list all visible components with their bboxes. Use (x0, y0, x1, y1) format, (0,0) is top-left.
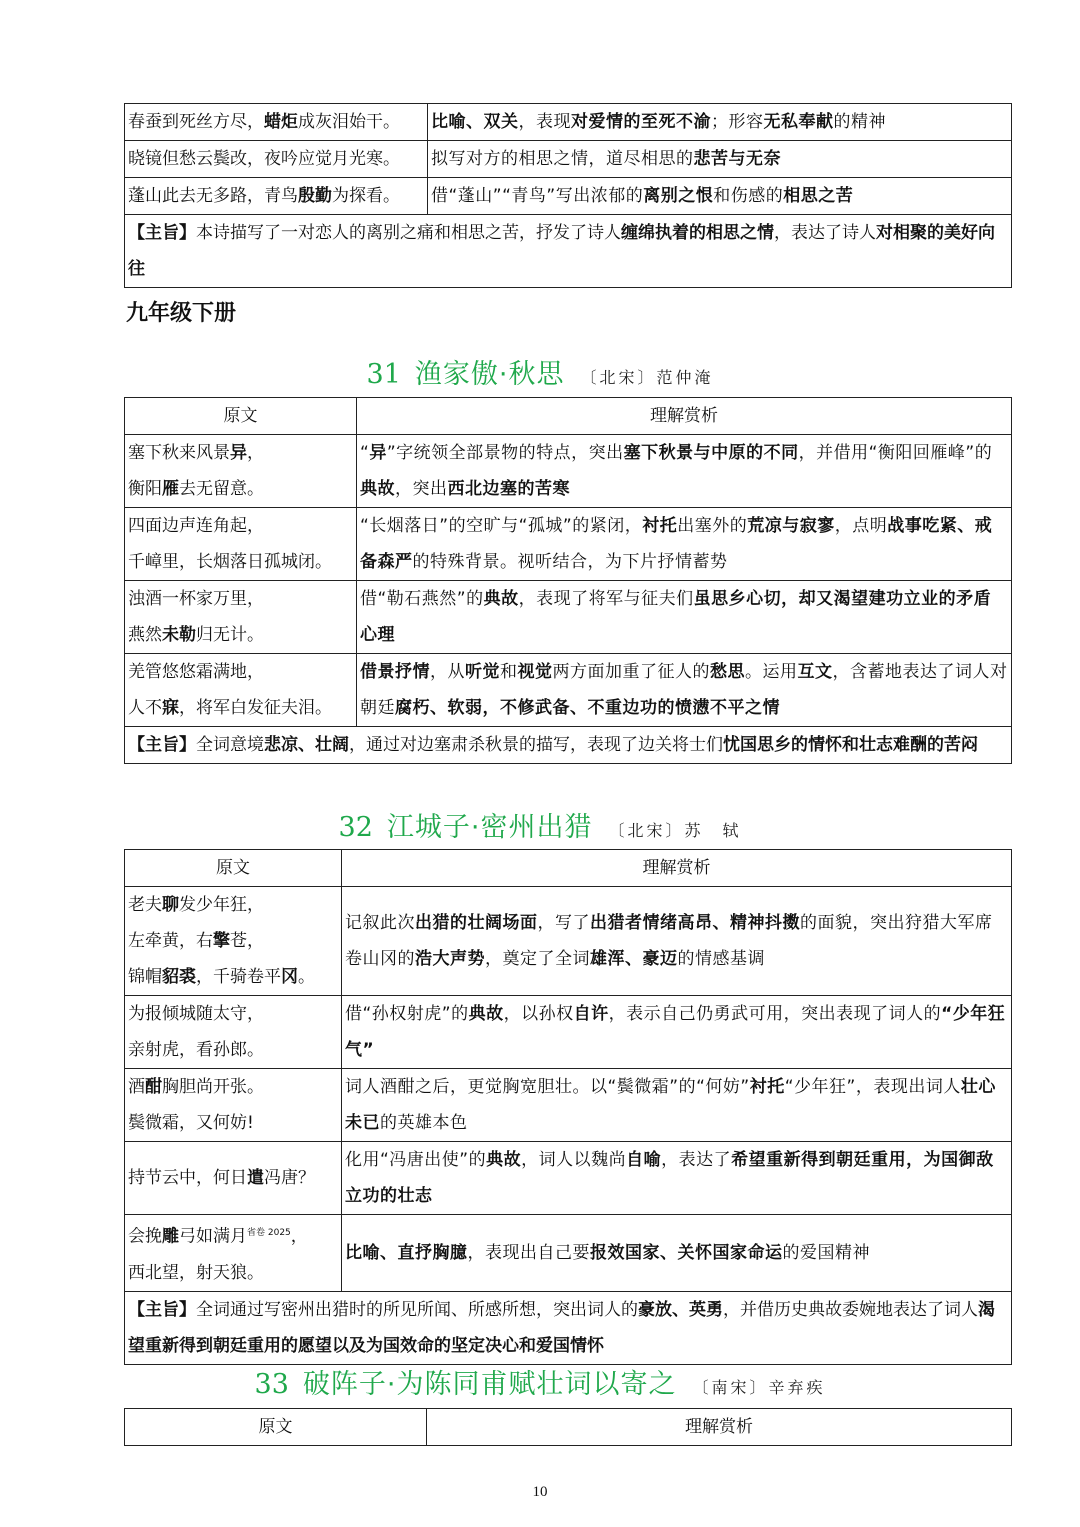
theme-cell (125, 215, 1012, 288)
text: 的特殊背景。视听结合，为下片抒情蓄势 (412, 552, 728, 572)
bold-text: 擎 (213, 931, 230, 951)
verse-line (128, 1215, 338, 1255)
theme-row (125, 215, 1012, 288)
bold-text: 聊 (162, 895, 179, 915)
table-row (125, 104, 1012, 141)
bold-text: 愁思 (710, 662, 745, 682)
table-row (125, 141, 1012, 178)
exam-note: 省卷 2025 (247, 1228, 291, 1238)
text: 词人酒酣之后，更觉胸宽胆壮。以“鬓微霜”的“何妨” (345, 1077, 750, 1097)
text: 。 (298, 967, 315, 987)
analysis-cell (357, 508, 1012, 581)
verse-line (128, 617, 353, 653)
analysis-cell (428, 141, 1012, 178)
header-analysis: 理解赏析 (427, 1409, 1012, 1446)
bold-text: 离别之恨 (643, 186, 714, 206)
bold-text: 异 (230, 443, 247, 463)
header-analysis: 理解赏析 (357, 398, 1012, 435)
text: 燕然 (128, 625, 162, 645)
poem-table-31 (124, 397, 1012, 764)
bold-text: 悲凉、壮阔 (264, 735, 349, 755)
bold-text: 【主旨】 (128, 735, 196, 755)
table-row (125, 435, 1012, 508)
verse-line (128, 1105, 338, 1141)
theme-cell (125, 727, 1012, 764)
text: ，表现 (518, 112, 571, 132)
verse-line (128, 654, 353, 690)
text: ，突出 (395, 479, 448, 499)
text: 羌管悠悠霜满地， (128, 662, 264, 682)
header-original: 原文 (125, 1409, 427, 1446)
text: 冯唐？ (264, 1168, 315, 1188)
text: 塞下秋来风景 (128, 443, 230, 463)
table-row (125, 508, 1012, 581)
bold-text: 对相聚的美好向往 (128, 223, 995, 279)
bold-text: 浩大声势 (415, 949, 485, 969)
text: ，通过对边塞肃杀秋景的描写，表现了边关将士们 (349, 735, 723, 755)
text: 人不 (128, 698, 162, 718)
bold-text: 听觉 (465, 662, 500, 682)
prev-poem-table (124, 103, 1012, 288)
table-row (125, 654, 1012, 727)
poem-name: 江城子·密州出猎 (386, 812, 593, 843)
table-row (125, 178, 1012, 215)
bold-text: 衬托 (749, 1077, 785, 1097)
bold-text: 视觉 (517, 662, 553, 682)
theme-row (125, 727, 1012, 764)
bold-text: 冈 (281, 967, 298, 987)
text: ，奠定了全词 (485, 949, 590, 969)
text: ，并借历史典故委婉地表达了词人 (723, 1299, 978, 1320)
bold-text: 雕 (162, 1226, 179, 1247)
text: ，以孙权 (503, 1004, 574, 1024)
header-original: 原文 (125, 398, 357, 435)
text: “少年狂”，表现出词人 (784, 1077, 961, 1097)
verse-line (128, 887, 338, 923)
original-cell (125, 508, 357, 581)
text: 蓬山此去无多路，青鸟 (128, 186, 298, 206)
bold-text: 未勒 (162, 625, 196, 645)
analysis-cell (357, 581, 1012, 654)
poem-table-32 (124, 849, 1012, 1365)
original-cell (125, 435, 357, 508)
poem-title-31 (0, 352, 1080, 391)
text: 鬓微霜，又何妨! (128, 1113, 254, 1133)
verse-line (128, 959, 338, 995)
text: 本诗描写了一对恋人的离别之痛和相思之苦，抒发了诗人 (196, 223, 621, 243)
text: 去无留意。 (179, 479, 264, 499)
text: 四面边声连角起， (128, 516, 264, 536)
text: ，点明 (834, 516, 888, 536)
bold-text: 豪放、英勇 (638, 1299, 723, 1320)
text: 发少年狂， (179, 895, 264, 915)
bold-text: 典故 (360, 479, 395, 499)
bold-text: 相思之苦 (783, 186, 854, 206)
text: ，写了 (537, 913, 590, 933)
analysis-cell (428, 104, 1012, 141)
bold-text: 自喻 (626, 1150, 662, 1170)
text: 的情感基调 (677, 949, 765, 969)
bold-text: 塞下秋景与中原的不同 (623, 443, 799, 463)
original-cell (125, 1142, 342, 1215)
analysis-cell (342, 1142, 1012, 1215)
original-cell (125, 104, 428, 141)
analysis-cell (357, 435, 1012, 508)
text: 持节云中，何日 (128, 1168, 247, 1188)
table-row (125, 1069, 1012, 1142)
text: 酒 (128, 1077, 145, 1097)
text: 全词意境 (196, 735, 264, 755)
text: 锦帽 (128, 967, 162, 987)
text: 化用“冯唐出使”的 (345, 1150, 487, 1170)
text: 归无计。 (196, 625, 264, 645)
bold-text: 荒凉与寂寥 (747, 516, 835, 536)
text: 西北望，射天狼。 (128, 1262, 264, 1283)
text: 左牵黄，右 (128, 931, 213, 951)
text: ，千骑卷平 (196, 967, 281, 987)
bold-text: 西北边塞的苦寒 (447, 479, 570, 499)
bold-text: 殷勤 (298, 186, 332, 206)
poem-author: 〔南宋〕辛弃疾 (692, 1378, 826, 1397)
analysis-cell (342, 1069, 1012, 1142)
text: 成灰泪始干。 (298, 112, 400, 132)
poem-number: 31 (366, 359, 401, 390)
analysis-cell (342, 1215, 1012, 1292)
analysis-cell (357, 654, 1012, 727)
text: ，表现出自己要 (467, 1242, 590, 1263)
text: ，含蓄地表达了词人对朝廷 (360, 662, 1008, 718)
bold-text: 【主旨】 (128, 1299, 196, 1320)
text: 胸胆尚开张。 (162, 1077, 264, 1097)
verse-line (128, 1032, 338, 1068)
header-original: 原文 (125, 850, 342, 887)
bold-text: 出猎者情绪高昂、精神抖擞 (590, 913, 800, 933)
text: ， (290, 1226, 308, 1247)
bold-text: 悲苦与无奈 (693, 149, 781, 169)
analysis-cell (342, 996, 1012, 1069)
bold-text: 战事吃紧、戒备森严 (360, 516, 993, 572)
bold-text: 遣 (247, 1168, 264, 1188)
text: 拟写对方的相思之情，道尽相思的 (431, 149, 694, 169)
bold-text: 希望重新得到朝廷重用，为国御敌立功的壮志 (345, 1150, 994, 1206)
verse-line (128, 690, 353, 726)
table-row (125, 581, 1012, 654)
bold-text: 缠绵执着的相思之情 (621, 223, 774, 243)
verse-line (128, 581, 353, 617)
poem-table-33 (124, 1408, 1012, 1446)
text: 两方面加重了征人的 (552, 662, 710, 682)
text: 的英雄本色 (380, 1113, 468, 1133)
bold-text: 对爱情的至死不渝 (571, 112, 711, 132)
table-row (125, 996, 1012, 1069)
text: 的面貌，突出狩猎大军席卷山冈的 (345, 913, 993, 969)
bold-text: 比喻、直抒胸臆 (345, 1242, 468, 1263)
original-cell (125, 1069, 342, 1142)
bold-text: 典故 (486, 1150, 522, 1170)
bold-text: 虽思乡心切，却又渴望建功立业的矛盾心理 (360, 589, 992, 645)
text: “长烟落日”的空旷与“孤城”的紧闭， (360, 516, 643, 536)
text: 浊酒一杯家万里， (128, 589, 264, 609)
bold-text: 典故 (483, 589, 519, 609)
poem-title-32 (0, 805, 1080, 844)
poem-name: 渔家傲·秋思 (414, 359, 565, 390)
text: 出塞外的 (677, 516, 748, 536)
bold-text: 忧国思乡的情怀和壮志难酬的苦闷 (723, 735, 978, 755)
text: 借“蓬山”“青鸟”写出浓郁的 (431, 186, 644, 206)
verse-line (128, 435, 353, 471)
text: ，将军白发征夫泪。 (179, 698, 332, 718)
text: 记叙此次 (345, 913, 415, 933)
text: 春蚕到死丝方尽， (128, 112, 264, 132)
bold-text: 【主旨】 (128, 223, 196, 243)
verse-line (128, 508, 353, 544)
text: 晓镜但愁云鬓改，夜吟应觉月光寒。 (128, 149, 400, 169)
bold-text: 典故 (468, 1004, 504, 1024)
bold-text: 貂裘 (162, 967, 196, 987)
text: ， (247, 443, 264, 463)
text: ，表达了 (661, 1150, 732, 1170)
text: 苍， (230, 931, 264, 951)
bold-text: 无私奉献 (763, 112, 834, 132)
text: 衡阳 (128, 479, 162, 499)
header-analysis: 理解赏析 (342, 850, 1012, 887)
verse-line (128, 996, 338, 1032)
text: ；形容 (711, 112, 764, 132)
poem-title-33 (0, 1362, 1080, 1401)
text: 和伤感的 (713, 186, 784, 206)
verse-line (128, 1160, 338, 1196)
text: ，表现了将军与征夫们 (518, 589, 694, 609)
poem-name: 破阵子·为陈同甫赋壮词以寄之 (302, 1369, 677, 1400)
original-cell (125, 654, 357, 727)
page-number: 10 (532, 1484, 548, 1500)
bold-text: 比喻、双关 (431, 112, 519, 132)
text: 借“孙权射虎”的 (345, 1004, 469, 1024)
poem-number: 32 (338, 812, 373, 843)
bold-text: 壮心未已 (345, 1077, 996, 1133)
bold-text: 互文 (797, 662, 833, 682)
text: 借“勒石燕然”的 (360, 589, 484, 609)
text: ”字统领全部景物的特点，突出 (386, 443, 624, 463)
bold-text: 寐 (162, 698, 179, 718)
text: “ (360, 443, 370, 463)
text: ，词人以魏尚 (521, 1150, 627, 1170)
bold-text: 蜡炬 (264, 112, 298, 132)
verse-line (128, 923, 338, 959)
original-cell (125, 178, 428, 215)
text: 为报倾城随太守， (128, 1004, 264, 1024)
text: 弓如满月 (179, 1226, 247, 1247)
original-cell (125, 887, 342, 996)
verse-line (128, 1255, 338, 1291)
text: 老夫 (128, 895, 162, 915)
bold-text: 借景抒情 (360, 662, 430, 682)
verse-line (128, 1069, 338, 1105)
bold-text: 报效国家、关怀国家命运 (590, 1242, 783, 1263)
bold-text: “少年狂气” (345, 1004, 1006, 1060)
bold-text: 异 (369, 443, 387, 463)
bold-text: 出猎的壮阔场面 (415, 913, 538, 933)
original-cell (125, 996, 342, 1069)
poem-author: 〔北宋〕苏 轼 (608, 821, 742, 840)
text: ，并借用“衡阳回雁峰”的 (798, 443, 993, 463)
text: 千嶂里，长烟落日孤城闭。 (128, 552, 332, 572)
verse-line (128, 544, 353, 580)
text: 。运用 (745, 662, 798, 682)
section-heading: 九年级下册 (126, 301, 237, 326)
text: 为探看。 (332, 186, 400, 206)
bold-text: 渴望重新得到朝廷重用的愿望以及为国效命的坚定决心和爱国情怀 (128, 1299, 995, 1356)
table-row (125, 1142, 1012, 1215)
original-cell (125, 1215, 342, 1292)
bold-text: 腐朽、软弱，不修武备、不重边功的愤懑不平之情 (395, 698, 780, 718)
table-row (125, 1215, 1012, 1292)
bold-text: 雄浑、豪迈 (590, 949, 678, 969)
poem-number: 33 (254, 1369, 289, 1400)
theme-row (125, 1291, 1012, 1364)
poem-author: 〔北宋〕范仲淹 (580, 368, 714, 387)
bold-text: 衬托 (642, 516, 678, 536)
text: 和 (500, 662, 518, 682)
bold-text: 酣 (145, 1077, 162, 1097)
text: 全词通过写密州出猎时的所见所闻、所感所想，突出词人的 (196, 1299, 638, 1320)
theme-cell (125, 1291, 1012, 1364)
bold-text: 自许 (573, 1004, 609, 1024)
verse-line (128, 471, 353, 507)
text: 的精神 (833, 112, 886, 132)
text: 亲射虎，看孙郎。 (128, 1040, 264, 1060)
analysis-cell (428, 178, 1012, 215)
analysis-cell (342, 887, 1012, 996)
text: ，从 (430, 662, 465, 682)
text: ，表示自己仍勇武可用，突出表现了词人的 (608, 1004, 942, 1024)
bold-text: 雁 (162, 479, 179, 499)
text: 会挽 (128, 1226, 162, 1247)
original-cell (125, 581, 357, 654)
text: 的爱国精神 (782, 1242, 870, 1263)
text: ，表达了诗人 (774, 223, 876, 243)
original-cell (125, 141, 428, 178)
table-row (125, 887, 1012, 996)
